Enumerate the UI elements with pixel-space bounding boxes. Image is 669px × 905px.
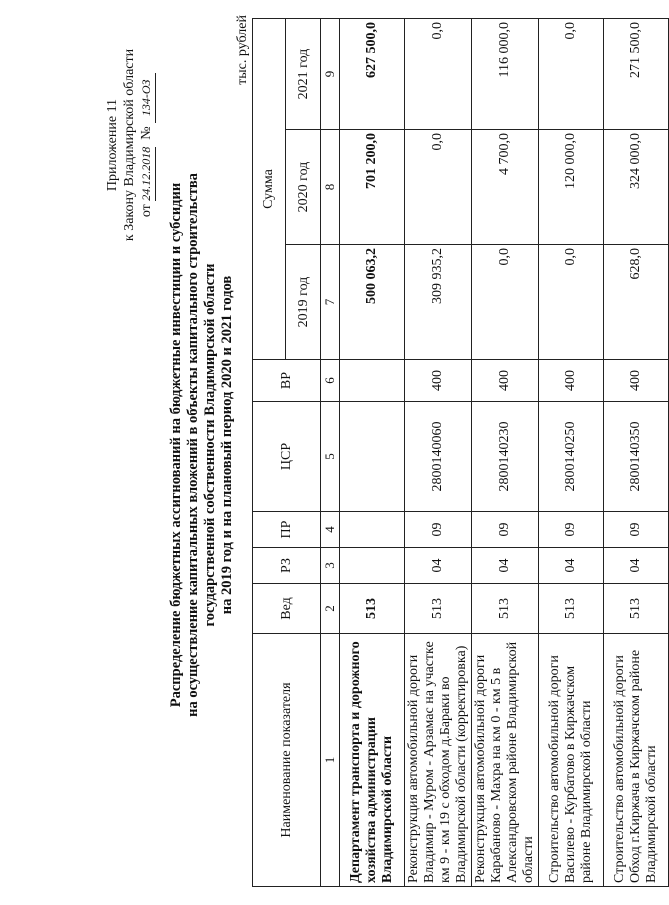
row-pr: 09 [604, 512, 669, 548]
row-rz: 04 [472, 548, 539, 584]
header-vr: ВР [253, 360, 321, 402]
appendix-block [104, 25, 156, 265]
col-number: 6 [321, 360, 340, 402]
row-pr: 09 [405, 512, 472, 548]
row-vr: 400 [472, 360, 539, 402]
row-ved: 513 [539, 584, 604, 634]
budget-table [252, 18, 669, 887]
row-name: Реконструкция автомобильной дороги Владимир - Муром - Арзамас на участке км 9 - км 19 с обходом д.Бараки во Владимирской области (корректировка) [405, 634, 472, 887]
column-number-row [321, 18, 340, 886]
row-2020: 4 700,0 [472, 130, 539, 245]
header-rz: РЗ [253, 548, 321, 584]
row-2021: 0,0 [539, 18, 604, 129]
row-2019: 309 935,2 [405, 245, 472, 360]
empty-cell [340, 360, 405, 402]
row-ved: 513 [472, 584, 539, 634]
unit-label: тыс. рублей [235, 15, 250, 85]
row-rz: 04 [539, 548, 604, 584]
row-csr: 2800140250 [539, 402, 604, 512]
col-number: 2 [321, 584, 340, 634]
table-row [405, 18, 472, 886]
header-pr: ПР [253, 512, 321, 548]
row-ved: 513 [405, 584, 472, 634]
table-row [604, 18, 669, 886]
col-number: 5 [321, 402, 340, 512]
number-prefix: № [139, 126, 154, 140]
col-number: 4 [321, 512, 340, 548]
header-sum: Сумма [253, 18, 286, 359]
row-pr: 09 [472, 512, 539, 548]
header-row-1 [253, 18, 286, 886]
row-name: Строительство автомобильной дороги Василево - Курбатово в Киржачском районе Владимирской области [539, 634, 604, 887]
header-name: Наименование показателя [253, 634, 321, 887]
header-year-2021: 2021 год [286, 18, 321, 129]
table-row [472, 18, 539, 886]
row-2021: 116 000,0 [472, 18, 539, 129]
row-rz: 04 [405, 548, 472, 584]
department-2020: 701 200,0 [340, 130, 405, 245]
header-year-2020: 2020 год [286, 130, 321, 245]
col-number: 1 [321, 634, 340, 887]
header-ved: Вед [253, 584, 321, 634]
row-csr: 2800140060 [405, 402, 472, 512]
department-ved: 513 [340, 584, 405, 634]
col-number: 9 [321, 18, 340, 129]
department-2019: 500 063,2 [340, 245, 405, 360]
appendix-date-line [138, 25, 156, 265]
row-2019: 0,0 [539, 245, 604, 360]
document-title [168, 105, 236, 785]
department-name: Департамент транспорта и дорожного хозяйства администрации Владимирской области [340, 634, 405, 887]
row-ved: 513 [604, 584, 669, 634]
number-value: 134-ОЗ [138, 73, 156, 123]
empty-cell [340, 548, 405, 584]
col-number: 8 [321, 130, 340, 245]
appendix-title: Приложение 11 [105, 98, 120, 192]
title-line-3: государственной собственности Владимирской области [202, 263, 218, 627]
row-vr: 400 [539, 360, 604, 402]
row-csr: 2800140230 [472, 402, 539, 512]
department-2021: 627 500,0 [340, 18, 405, 129]
row-csr: 2800140350 [604, 402, 669, 512]
empty-cell [340, 512, 405, 548]
row-name: Строительство автомобильной дороги Обход г.Киржача в Киржачском районе Владимирской области [604, 634, 669, 887]
table-row [539, 18, 604, 886]
header-year-2019: 2019 год [286, 245, 321, 360]
row-2021: 0,0 [405, 18, 472, 129]
header-csr: ЦСР [253, 402, 321, 512]
row-vr: 400 [604, 360, 669, 402]
row-2020: 0,0 [405, 130, 472, 245]
title-line-4: на 2019 год и на плановый период 2020 и 2021 годов [219, 275, 235, 615]
row-2020: 120 000,0 [539, 130, 604, 245]
title-line-2: на осуществление капитальных вложений в объекты капитального строительства [185, 173, 201, 717]
row-2019: 0,0 [472, 245, 539, 360]
col-number: 7 [321, 245, 340, 360]
row-rz: 04 [604, 548, 669, 584]
title-line-1: Распределение бюджетных ассигнований на бюджетные инвестиции и субсидии [168, 182, 184, 708]
row-name: Реконструкция автомобильной дороги Карабаново - Махра на км 0 - км 5 в Александровском районе Владимирской области [472, 634, 539, 887]
row-2021: 271 500,0 [604, 18, 669, 129]
date-value: 24.12.2018 [138, 147, 156, 201]
col-number: 3 [321, 548, 340, 584]
row-vr: 400 [405, 360, 472, 402]
row-2020: 324 000,0 [604, 130, 669, 245]
date-prefix: от [139, 204, 154, 218]
empty-cell [340, 402, 405, 512]
department-row [340, 18, 405, 886]
row-2019: 628,0 [604, 245, 669, 360]
appendix-law: к Закону Владимирской области [122, 48, 137, 242]
row-pr: 09 [539, 512, 604, 548]
